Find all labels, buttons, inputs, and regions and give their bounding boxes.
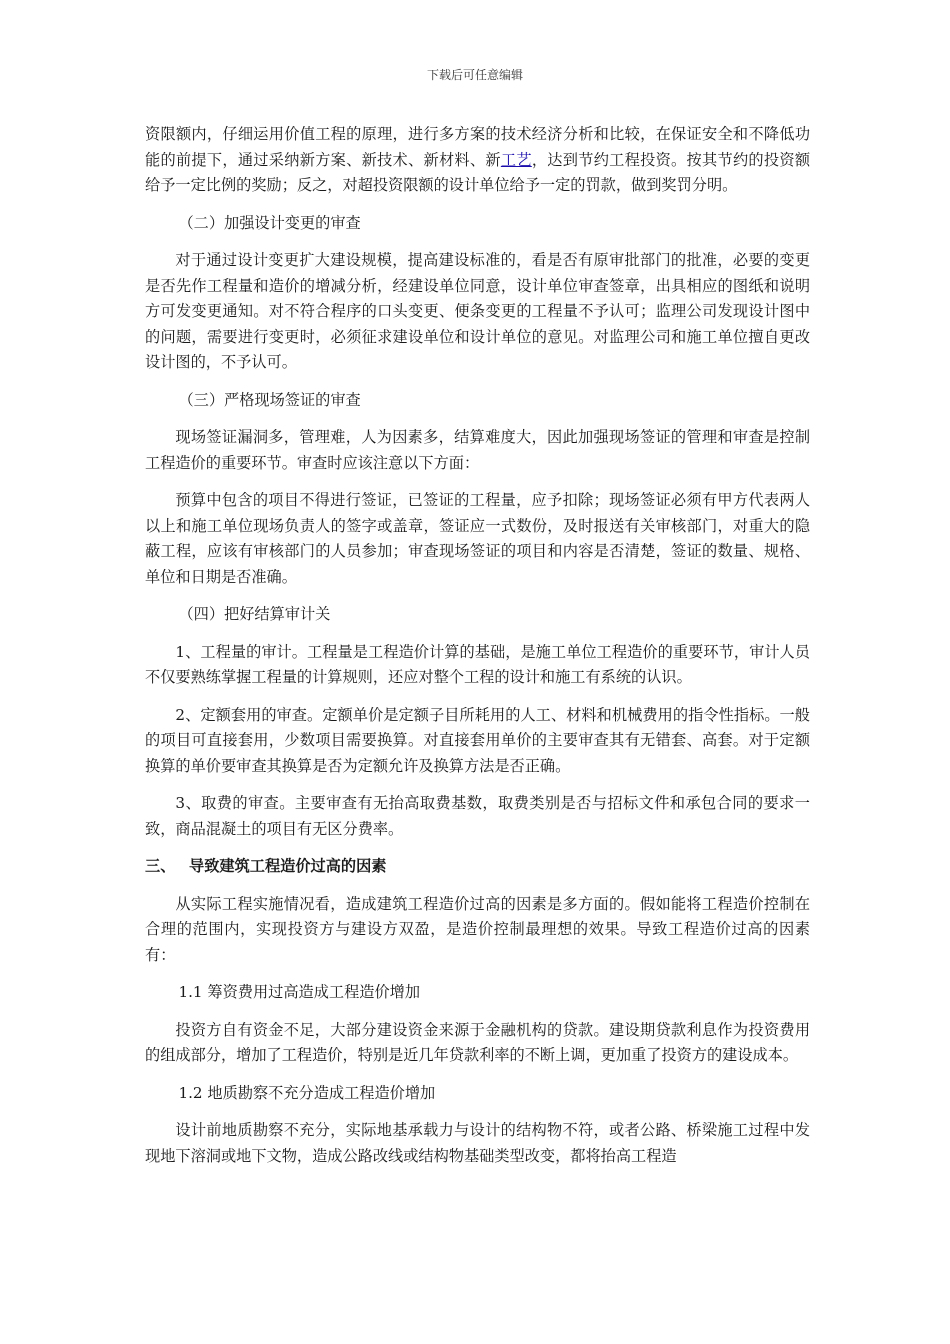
section-subheading: （四）把好结算审计关 <box>178 605 331 623</box>
paragraph: 3、取费的审查。主要审查有无抬高取费基数，取费类别是否与招标文件和承包合同的要求一致，商品混凝土的项目有无区分费率。 <box>145 794 810 838</box>
section-subheading: 1.2 地质勘察不充分造成工程造价增加 <box>178 1083 436 1102</box>
paragraph <box>145 122 810 199</box>
paragraph: 对于通过设计变更扩大建设规模，提高建设标准的，看是否有原审批部门的批准，必要的变更是否先作工程量和造价的增减分析，经建设单位同意，设计单位审查签章，出具相应的图纸和说明方可发变更通知。对不符合程序的口头变更、便条变更的工程量不予认可；监理公司发现设计图中的问题，需要进行变更时，必须征求建设单位和设计单位的意见。对监理公司和施工单位擅自更改设计图的，不予认可。 <box>145 251 810 371</box>
section-heading <box>145 854 810 880</box>
section-subheading: （三）严格现场签证的审查 <box>178 390 361 409</box>
section-subheading: 1.1 筹资费用过高造成工程造价增加 <box>178 983 421 1001</box>
section-title: 导致建筑工程造价过高的因素 <box>189 857 387 875</box>
paragraph-text: ，达到节约工程投资。按其节约的投资额给予一定比例的奖励；反之，对超投资限额的设计单位给予一定的罚款，做到奖罚分明。 <box>145 150 811 194</box>
page-header: 下载后可任意编辑 <box>426 68 523 82</box>
paragraph: 投资方自有资金不足，大部分建设资金来源于金融机构的贷款。建设期贷款利息作为投资费用的组成部分，增加了工程造价，特别是近几年贷款利率的不断上调，更加重了投资方的建设成本。 <box>145 1020 810 1064</box>
paragraph: 2、定额套用的审查。定额单价是定额子目所耗用的人工、材料和机械费用的指令性指标。一般的项目可直接套用，少数项目需要换算。对直接套用单价的主要审查其有无错套、高套。对于定额换算的单价要审查其换算是否为定额允许及换算方法是否正确。 <box>145 705 810 775</box>
paragraph: 设计前地质勘察不充分，实际地基承载力与设计的结构物不符，或者公路、桥梁施工过程中发现地下溶洞或地下文物，造成公路改线或结构物基础类型改变，都将抬高工程造 <box>145 1121 810 1165</box>
paragraph: 1、工程量的审计。工程量是工程造价计算的基础，是施工单位工程造价的重要环节，审计人员不仅要熟练掌握工程量的计算规则，还应对整个工程的设计和施工有系统的认识。 <box>145 642 810 686</box>
paragraph: 从实际工程实施情况看，造成建筑工程造价过高的因素是多方面的。假如能将工程造价控制在合理的范围内，实现投资方与建设方双盈，是造价控制最理想的效果。导致工程造价过高的因素有： <box>145 894 810 964</box>
section-subheading: （二）加强设计变更的审查 <box>178 213 361 232</box>
document-body <box>145 122 810 1181</box>
section-number: 三、 <box>145 857 176 875</box>
paragraph: 预算中包含的项目不得进行签证，已签证的工程量，应予扣除；现场签证必须有甲方代表两人以上和施工单位现场负责人的签字或盖章，签证应一式数份，及时报送有关审核部门，对重大的隐蔽工程，应该有审核部门的人员参加；审查现场签证的项目和内容是否清楚，签证的数量、规格、单位和日期是否准确。 <box>145 491 810 586</box>
paragraph-text: 资限额内，仔细运用价值工程的原理，进行多方案的技术经济分析和比较，在保证安全和不降低功能的前提下，通过采纳新方案、新技术、新材料、新 <box>145 125 810 169</box>
craft-link[interactable]: 工艺 <box>500 150 532 169</box>
paragraph: 现场签证漏洞多，管理难，人为因素多，结算难度大，因此加强现场签证的管理和审查是控制工程造价的重要环节。审查时应该注意以下方面： <box>145 428 810 472</box>
